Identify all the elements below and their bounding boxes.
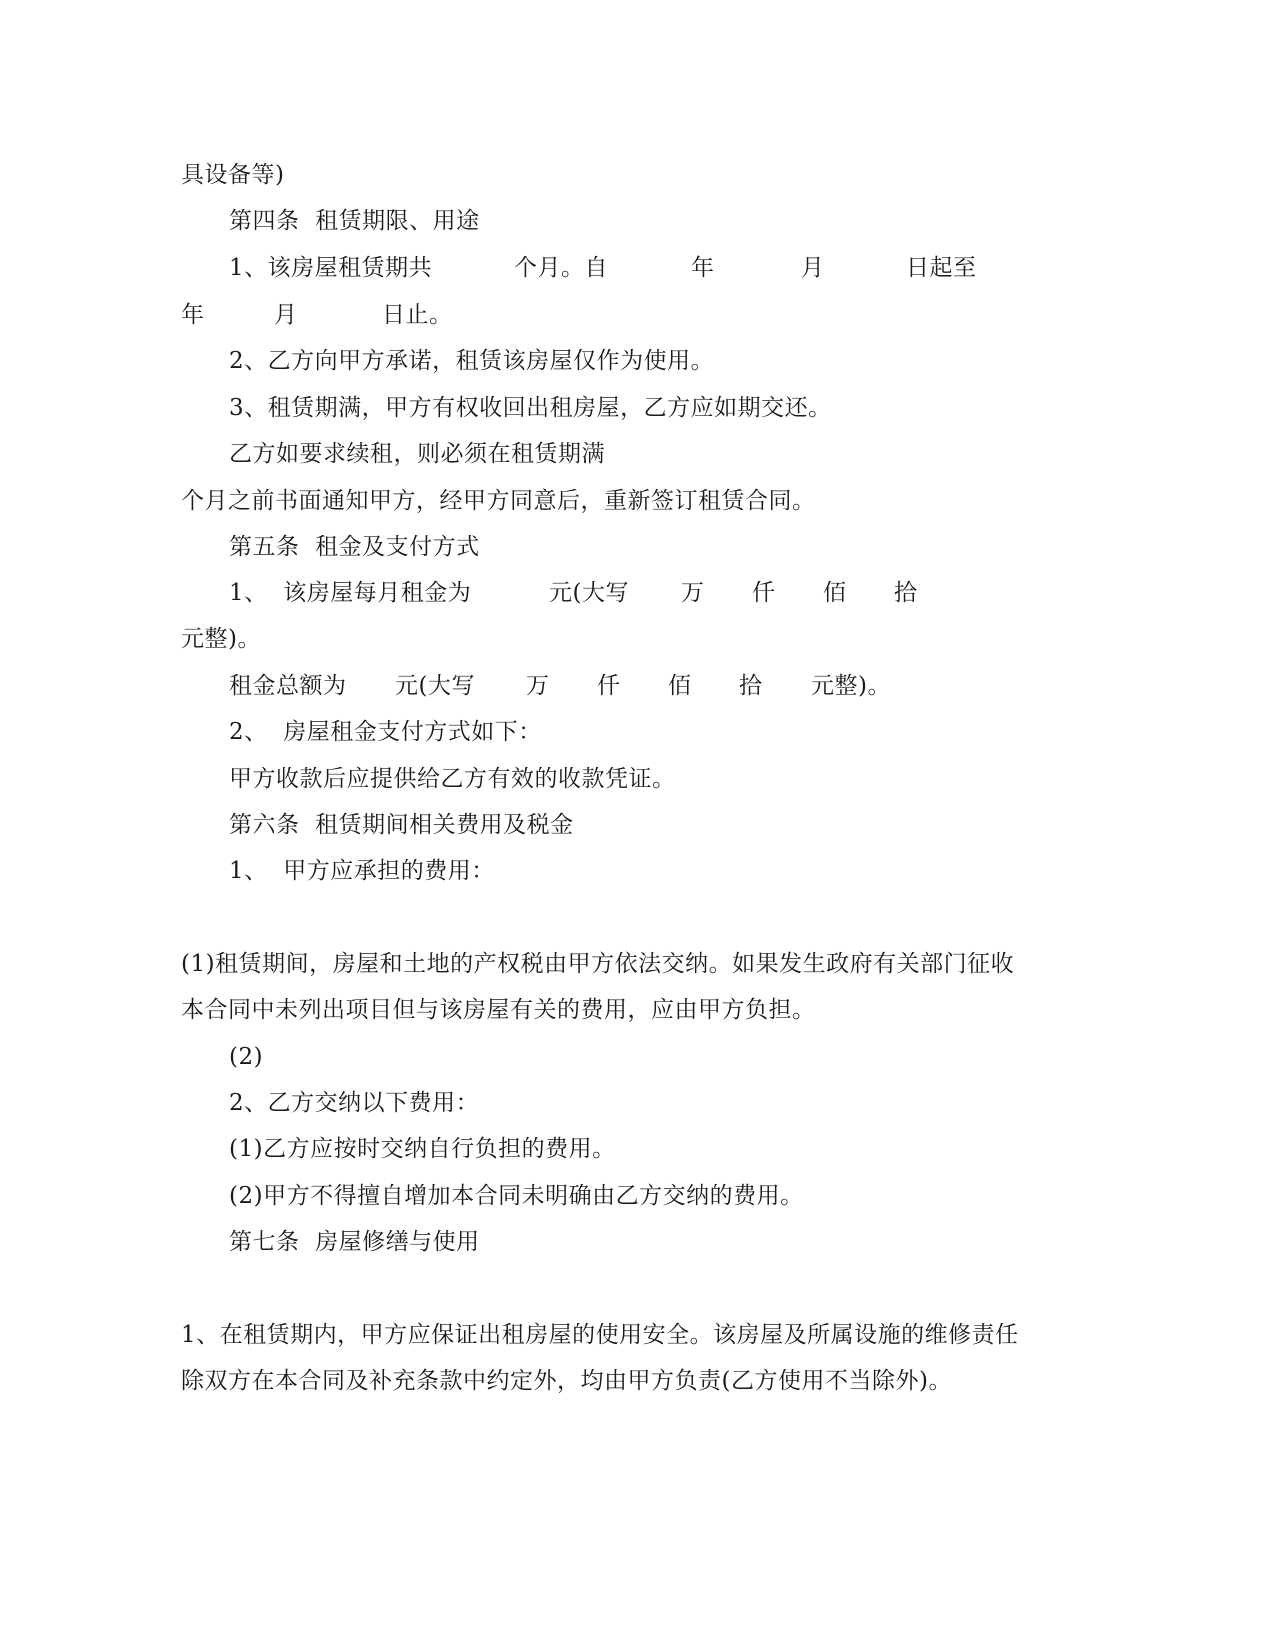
text-segment: 1、 该房屋每月租金为 — [229, 580, 472, 606]
text-segment: 万 — [681, 580, 705, 606]
text-line: 2、乙方向甲方承诺，租赁该房屋仅作为使用。 — [229, 348, 715, 374]
text-line — [181, 300, 581, 330]
text-segment: 租金总额为 — [229, 673, 347, 699]
text-line: 2、乙方交纳以下费用： — [229, 1090, 480, 1116]
text-segment: 月 — [801, 255, 825, 281]
text-line — [229, 578, 989, 608]
text-segment: 万 — [526, 673, 550, 699]
text-line: (1)乙方应按时交纳自行负担的费用。 — [229, 1136, 616, 1162]
text-segment: 仟 — [597, 673, 621, 699]
text-segment: 元整)。 — [811, 673, 891, 699]
text-segment: 元(大写 — [395, 673, 475, 699]
text-line: 本合同中未列出项目但与该房屋有关的费用，应由甲方负担。 — [181, 997, 816, 1023]
text-line — [229, 253, 1029, 283]
text-segment: 佰 — [823, 580, 847, 606]
text-line: 除双方在本合同及补充条款中约定外，均由甲方负责(乙方使用不当除外)。 — [181, 1368, 952, 1394]
article-heading: 第七条 房屋修缮与使用 — [229, 1229, 480, 1255]
text-segment: 元(大写 — [549, 580, 629, 606]
text-segment: 拾 — [739, 673, 763, 699]
text-line: (2) — [229, 1044, 264, 1070]
text-line: 甲方收款后应提供给乙方有效的收款凭证。 — [229, 766, 676, 792]
text-line: 1、在租赁期内，甲方应保证出租房屋的使用安全。该房屋及所属设施的维修责任 — [181, 1322, 1019, 1348]
text-line: (2)甲方不得擅自增加本合同未明确由乙方交纳的费用。 — [229, 1183, 804, 1209]
text-segment: 日起至 — [906, 255, 977, 281]
article-heading: 第五条 租金及支付方式 — [229, 534, 480, 560]
text-line — [229, 671, 929, 701]
text-line: 2、 房屋租金支付方式如下： — [229, 719, 542, 745]
text-line: (1)租赁期间，房屋和土地的产权税由甲方依法交纳。如果发生政府有关部门征收 — [181, 951, 1015, 977]
text-segment: 拾 — [894, 580, 918, 606]
article-heading: 第四条 租赁期限、用途 — [229, 208, 480, 234]
text-segment: 仟 — [752, 580, 776, 606]
article-heading: 第六条 租赁期间相关费用及税金 — [229, 812, 574, 838]
text-line: 元整)。 — [181, 626, 261, 652]
text-line: 个月之前书面通知甲方，经甲方同意后，重新签订租赁合同。 — [181, 488, 816, 514]
text-segment: 1、该房屋租赁期共 — [229, 255, 433, 281]
text-segment: 年 — [181, 302, 205, 328]
text-line: 乙方如要求续租，则必须在租赁期满 — [229, 441, 605, 467]
text-line: 3、租赁期满，甲方有权收回出租房屋，乙方应如期交还。 — [229, 395, 832, 421]
text-segment: 日止。 — [382, 302, 453, 328]
text-line: 具设备等) — [181, 162, 285, 188]
text-segment: 年 — [691, 255, 715, 281]
text-line: 1、 甲方应承担的费用： — [229, 858, 495, 884]
text-segment: 佰 — [668, 673, 692, 699]
text-segment: 月 — [274, 302, 298, 328]
text-segment: 个月。自 — [514, 255, 608, 281]
